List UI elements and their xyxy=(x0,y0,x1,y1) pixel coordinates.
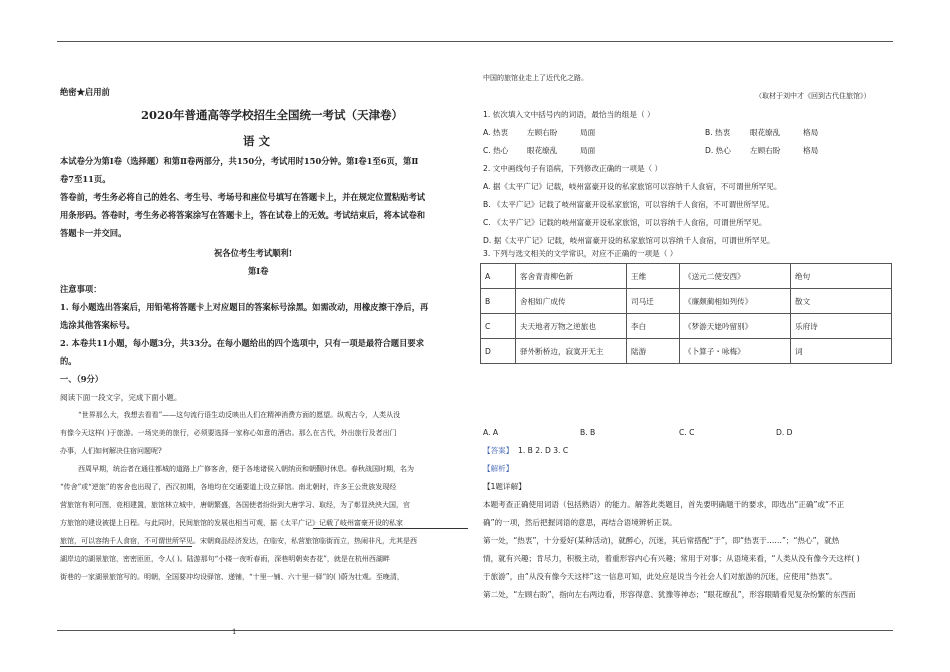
table-cell: 《廉颇蔺相如列传》 xyxy=(680,289,791,314)
table-cell: 李白 xyxy=(627,314,680,339)
table-cell: 词 xyxy=(791,339,892,364)
exam-title: 2020年普通高等学校招生全国统一考试（天津卷） xyxy=(141,108,404,122)
table-row xyxy=(481,289,892,314)
q2-stem: 2. 文中画线句子有语病，下列修改正确的一项是（ ） xyxy=(483,164,663,173)
q2-option-b: B. 《太平广记》记载了岐州富豪开设私家旅馆，可以容纳千人食宿，不可谓世所罕见。 xyxy=(483,200,775,209)
notice-title: 注意事项： xyxy=(60,284,102,294)
q1-stem: 1. 依次填入文中括号内的词语，最恰当的组是（ ） xyxy=(483,110,655,119)
q1-option-b-word1: 眼花缭乱 xyxy=(750,128,781,137)
passage-line-4: 西周早期，统治者在通往都城的道路上广修客舍，便于各地诸侯入朝纳贡和朝觐时休息。春秋战国时期，名为 xyxy=(78,465,414,473)
confidential-label: 绝密★启用前 xyxy=(60,87,110,97)
analysis-line-3: 第一处，“热衷”，十分爱好(某种活动)，就醉心，沉迷，其后常搭配“于”，即“热衷于……”；“热心”，就热 xyxy=(483,536,840,545)
q1-option-c-word2: 局面 xyxy=(580,146,596,155)
q3-stem: 3. 下列与选文相关的文学常识，对应不正确的一项是（ ） xyxy=(483,249,678,258)
q1-option-c: C. 热心 xyxy=(483,146,509,155)
passage-line-9: 湖岸边的湖景旅馆，密密匝匝，令人( )。陆游那句“小楼一夜听春雨，深巷明朝卖杏花”，就是在杭州西湖畔 xyxy=(60,555,390,563)
table-cell: 散文 xyxy=(791,289,892,314)
notice-line-2: 选涂其他答案标号。 xyxy=(60,320,135,330)
q1-option-a-word1: 左顾右盼 xyxy=(527,128,558,137)
top-rule xyxy=(57,41,893,42)
q1-option-d-word1: 左顾右盼 xyxy=(750,146,781,155)
table-row xyxy=(481,339,892,364)
table-cell: 司马迁 xyxy=(627,289,680,314)
passage-line-2: 有像今天这样( )于旅游。一场完美的旅行，必须要选择一家称心如意的酒店。那么在古代，外出旅行及者出门 xyxy=(60,429,397,437)
passage-line-6: 营旅馆有利可图，竞相建置，旅馆林立城中，唐朝繁盛，各国使者纷纷到大唐学习、取经，为了彰显泱泱大国，官 xyxy=(60,501,410,509)
subject-title: 语 文 xyxy=(243,134,271,148)
analysis-line-1: 本题考查正确使用词语（包括熟语）的能力。解答此类题目，首先要明确题干的要求，即选出“正确”或“不正 xyxy=(483,500,845,509)
answer-text: 1. B 2. D 3. C xyxy=(518,446,569,455)
passage-line-5: “传舍”或“逆旅”的客舍也出现了，西汉初期，各地均在交通要道上设立驿馆。南北朝时，许多王公贵族发现经 xyxy=(60,483,397,491)
intro-line-5: 答题卡一并交回。 xyxy=(60,228,127,238)
table-cell: C xyxy=(481,314,516,339)
answer-label: 【答案】 xyxy=(483,446,514,455)
q3-choice-d: D. D xyxy=(776,428,793,437)
table-cell: 舍相如广成传 xyxy=(516,289,627,314)
table-cell: 陆游 xyxy=(627,339,680,364)
table-cell: 夫天地者万物之逆旅也 xyxy=(516,314,627,339)
table-cell: A xyxy=(481,264,516,289)
table-row xyxy=(481,264,892,289)
q1-option-a: A. 热衷 xyxy=(483,128,509,137)
passage-line-7: 方旅馆的建设被提上日程。与此同时，民间旅馆的发展也相当可观，据《太平广记》记载了岐州富豪开设的私家 xyxy=(60,519,403,527)
page-number: 1 xyxy=(232,628,237,636)
q2-option-a: A. 据《太平广记》记载，岐州富豪开设的私家旅馆可以容纳千人食宿，不可谓世所罕见。 xyxy=(483,182,782,191)
q1-option-a-word2: 局面 xyxy=(580,128,596,137)
table-cell: B xyxy=(481,289,516,314)
passage-underline-1 xyxy=(313,528,468,529)
intro-line-4: 用条形码。答卷时，考生务必将答案涂写在答题卡上，答在试卷上的无效。考试结束后，将本试卷和 xyxy=(60,210,426,220)
q2-option-c: C. 《太平广记》记载的岐州富豪开设私家旅馆，可以容纳千人食宿，可谓世所罕见。 xyxy=(483,218,767,227)
q1-option-b-word2: 格局 xyxy=(803,128,819,137)
intro-line-1: 本试卷分为第Ⅰ卷（选择题）和第Ⅱ卷两部分，共150分，考试用时150分钟。第Ⅰ卷1至6页，第Ⅱ xyxy=(60,156,419,166)
detail-label: 【1题详解】 xyxy=(483,482,526,491)
passage-ending: 中国的旅馆业走上了近代化之路。 xyxy=(483,74,588,82)
analysis-label: 【解析】 xyxy=(483,464,514,473)
table-cell: 王维 xyxy=(627,264,680,289)
q1-option-b: B. 热衷 xyxy=(705,128,731,137)
q1-option-d: D. 热心 xyxy=(705,146,731,155)
analysis-line-4: 情，就有兴趣；肯尽力，积极主动，着重形容内心有兴趣；常用于对事；从语境来看，“人类从没有像今天这样( ) xyxy=(483,554,860,563)
part1-heading: 第Ⅰ卷 xyxy=(248,266,269,276)
wish-text: 祝各位考生考试顺利! xyxy=(214,248,293,258)
bottom-rule xyxy=(57,630,893,631)
passage-underline-2 xyxy=(60,546,192,547)
section1-heading: 一、（9分） xyxy=(60,374,104,384)
table-cell: 乐府诗 xyxy=(791,314,892,339)
q1-option-c-word1: 眼花缭乱 xyxy=(527,146,558,155)
table-cell: D xyxy=(481,339,516,364)
analysis-line-5: 于旅游”，由“从没有像今天这样”这一信息可知，此处应是说当今社会人们对旅游的沉迷，应使用“热衷”。 xyxy=(483,572,837,581)
passage-line-10: 街巷的一家湖景旅馆写的。明朝，全国要冲均设驿馆、递铺，“十里一铺、六十里一驿”的( )蔚为壮观。至晚清， xyxy=(60,573,404,581)
table-cell: 《卜算子・咏梅》 xyxy=(680,339,791,364)
read-prompt: 阅读下面一段文字，完成下面小题。 xyxy=(60,393,182,402)
passage-line-1: “世界那么大，我想去看看”——这句流行语生动反映出人们在精神消费方面的愿望。纵观古今，人类从没 xyxy=(78,411,401,419)
table-cell: 《送元二使安西》 xyxy=(680,264,791,289)
analysis-line-2: 确”的一项，然后把握词语的意思，再结合语境辨析正误。 xyxy=(483,518,677,527)
notice-line-1: 1. 每小题选出答案后，用铅笔将答题卡上对应题目的答案标号涂黑。如需改动，用橡皮擦干净后，再 xyxy=(60,302,429,312)
q2-option-d: D. 据《太平广记》记载，岐州富豪开设的私家旅馆可以容纳千人食宿，可谓世所罕见。 xyxy=(483,236,775,245)
table-cell: 客舍青青柳色新 xyxy=(516,264,627,289)
intro-line-2: 卷7至11页。 xyxy=(60,174,111,184)
passage-source: （取材于刘中才《回到古代住旅馆》） xyxy=(755,92,871,100)
q3-choice-b: B. B xyxy=(580,428,596,437)
q3-table xyxy=(480,263,892,364)
analysis-line-6: 第二处，“左顾右盼”，指向左右两边看，形容得意、犹豫等神态；“眼花缭乱”，形容眼睛看见复杂纷繁的东西而 xyxy=(483,590,856,599)
q3-choice-a: A. A xyxy=(483,428,499,437)
table-cell: 《梦游天姥吟留别》 xyxy=(680,314,791,339)
q1-option-d-word2: 格局 xyxy=(803,146,819,155)
passage-line-8: 旅馆，可以容纳千人食宿，不可谓世所罕见。宋朝商品经济发达，在临安，私营旅馆临街而立，热闹非凡，尤其是西 xyxy=(60,537,417,545)
passage-line-3: 办事，人们如何解决住宿问题呢? xyxy=(60,447,162,455)
notice-line-4: 的。 xyxy=(60,356,77,366)
table-cell: 驿外断桥边，寂寞开无主 xyxy=(516,339,627,364)
table-row xyxy=(481,314,892,339)
table-cell: 绝句 xyxy=(791,264,892,289)
intro-line-3: 答卷前，考生务必将自己的姓名、考生号、考场号和座位号填写在答题卡上，并在规定位置粘贴考试 xyxy=(60,192,426,202)
notice-line-3: 2. 本卷共11小题，每小题3分，共33分。在每小题给出的四个选项中，只有一项是最符合题目要求 xyxy=(60,338,424,348)
q3-choice-c: C. C xyxy=(679,428,695,437)
